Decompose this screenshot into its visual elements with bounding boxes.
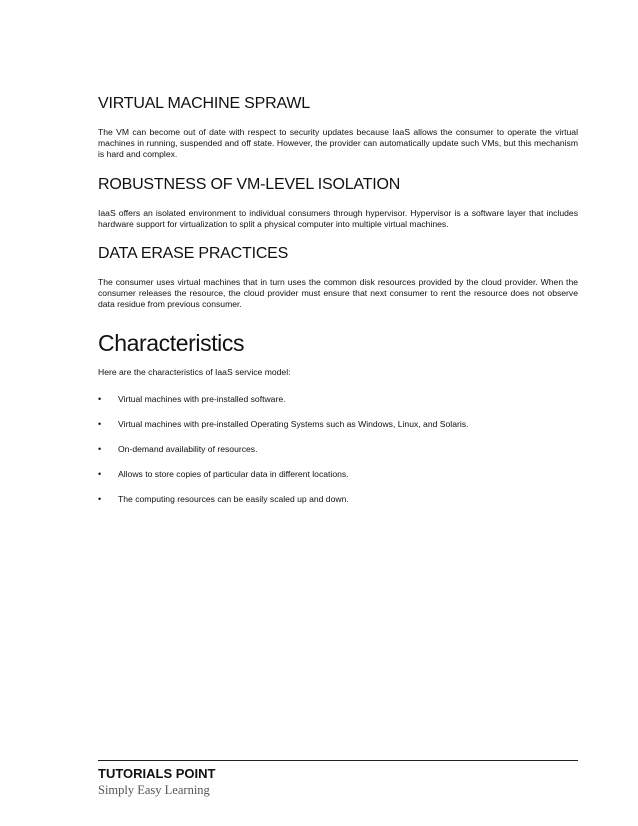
heading-data-erase-practices: DATA ERASE PRACTICES <box>98 245 289 263</box>
list-item-text: The computing resources can be easily scaled up and down. <box>118 493 349 504</box>
page-content <box>98 94 578 519</box>
footer-tagline: Simply Easy Learning <box>98 783 210 797</box>
characteristics-list <box>98 394 578 505</box>
list-item-text: Virtual machines with pre-installed software. <box>118 393 286 404</box>
paragraph-vm-level-isolation: IaaS offers an isolated environment to individual consumers through hypervisor. Hypervisor is a software layer that includes hardware support for virtualization to split a physical computer into multiple virtual machines. <box>98 207 578 229</box>
bullet-icon: • <box>98 468 102 479</box>
paragraph-virtual-machine-sprawl: The VM can become out of date with respect to security updates because IaaS allows the consumer to operate the virtual machines in running, suspended and off state. However, the provider can automatically update such VMs, but this mechanism is hard and complex. <box>98 127 578 160</box>
list-item-text: On-demand availability of resources. <box>118 443 258 454</box>
list-item-text: Virtual machines with pre-installed Operating Systems such as Windows, Linux, and Solaris. <box>118 418 469 429</box>
list-item <box>98 444 578 455</box>
list-item <box>98 469 578 480</box>
heading-virtual-machine-sprawl: VIRTUAL MACHINE SPRAWL <box>98 95 310 112</box>
heading-vm-level-isolation: ROBUSTNESS OF VM-LEVEL ISOLATION <box>98 175 401 193</box>
heading-characteristics: Characteristics <box>98 329 245 356</box>
page-footer <box>98 760 578 798</box>
list-item-text: Allows to store copies of particular data in different locations. <box>118 468 349 479</box>
paragraph-data-erase-practices: The consumer uses virtual machines that in turn uses the common disk resources provided by the cloud provider. When the consumer releases the resource, the cloud provider must ensure that next consumer to rent the resource does not observe data residue from previous consumer. <box>98 277 578 310</box>
footer-brand: TUTORIALS POINT <box>98 766 216 781</box>
bullet-icon: • <box>98 393 102 404</box>
list-item <box>98 419 578 430</box>
paragraph-characteristics-intro: Here are the characteristics of IaaS service model: <box>98 366 291 377</box>
bullet-icon: • <box>98 493 102 504</box>
bullet-icon: • <box>98 443 102 454</box>
footer-divider <box>98 760 578 761</box>
list-item <box>98 394 578 405</box>
bullet-icon: • <box>98 418 102 429</box>
list-item <box>98 494 578 505</box>
